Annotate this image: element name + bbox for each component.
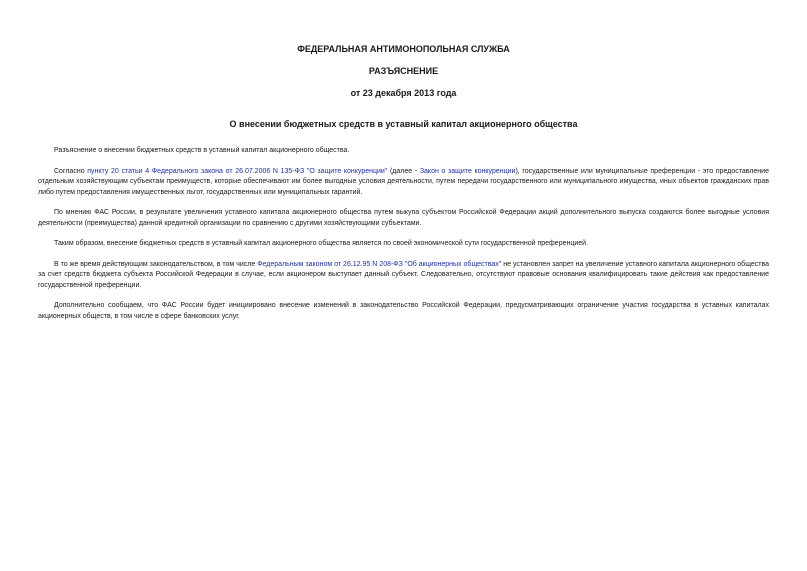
paragraph-1: Разъяснение о внесении бюджетных средств в уставный капитал акционерного общества. xyxy=(54,147,350,154)
document-date: от 23 декабря 2013 года xyxy=(350,88,457,98)
document-page xyxy=(38,44,769,332)
competition-law-link[interactable]: Закон о защите конкуренции xyxy=(419,167,516,175)
paragraph-2-text-end: ), государственные или муниципальные преференции - это предоставление отдельным хозяйствующим субъектам преимуществ, которые обеспечивают им более выгодные условия деятельности, путем передачи государственного или муниципального имущества, иных объектов гражданских прав либо путем предоставления имущественных льгот, государственных или муниципальных гарантий. xyxy=(38,167,769,196)
document-title: О внесении бюджетных средств в уставный капитал акционерного общества xyxy=(229,119,578,129)
law-135-fz-link[interactable]: пункту 20 статьи 4 Федерального закона от 26.07.2006 N 135-ФЗ "О защите конкуренции" xyxy=(87,167,388,175)
paragraph-5-text-start: В то же время действующим законодательством, в том числе xyxy=(54,260,258,268)
paragraph-5 xyxy=(38,260,769,292)
organization-heading: ФЕДЕРАЛЬНАЯ АНТИМОНОПОЛЬНАЯ СЛУЖБА xyxy=(297,44,510,54)
paragraph-3: По мнению ФАС России, в результате увеличения уставного капитала акционерного общества путем выкупа субъектом Российской Федерации акций дополнительного выпуска создаются более выгодные условия деятельности (преимущества) данной кредитной организации по сравнению с другими хозяйствующими субъектами. xyxy=(38,209,769,227)
paragraph-2-text-middle: (далее - xyxy=(387,167,420,175)
paragraph-4: Таким образом, внесение бюджетных средств в уставный капитал акционерного общества является по своей экономической сути государственной преференцией. xyxy=(54,240,589,247)
paragraph-5-text-end: не установлен запрет на увеличение уставного капитала акционерного общества за счет средств бюджета субъекта Российской Федерации в случае, если акционером выступает данный субъект. Следовательно, отсутствуют правовые основания квалифицировать такие действия как предоставление государственной преференции. xyxy=(38,260,770,289)
paragraph-6: Дополнительно сообщаем, что ФАС России будет инициировано внесение изменений в законодательство Российской Федерации, предусматривающих ограничение участия государства в уставных капиталах акционерных обществ, в том числе в сфере банковских услуг. xyxy=(38,302,769,320)
paragraph-2-text-start: Согласно xyxy=(54,167,88,175)
paragraph-2 xyxy=(38,167,769,199)
law-208-fz-link[interactable]: Федеральным законом от 26.12.95 N 208-ФЗ "Об акционерных обществах" xyxy=(257,260,502,268)
document-type-heading: РАЗЪЯСНЕНИЕ xyxy=(368,66,439,76)
